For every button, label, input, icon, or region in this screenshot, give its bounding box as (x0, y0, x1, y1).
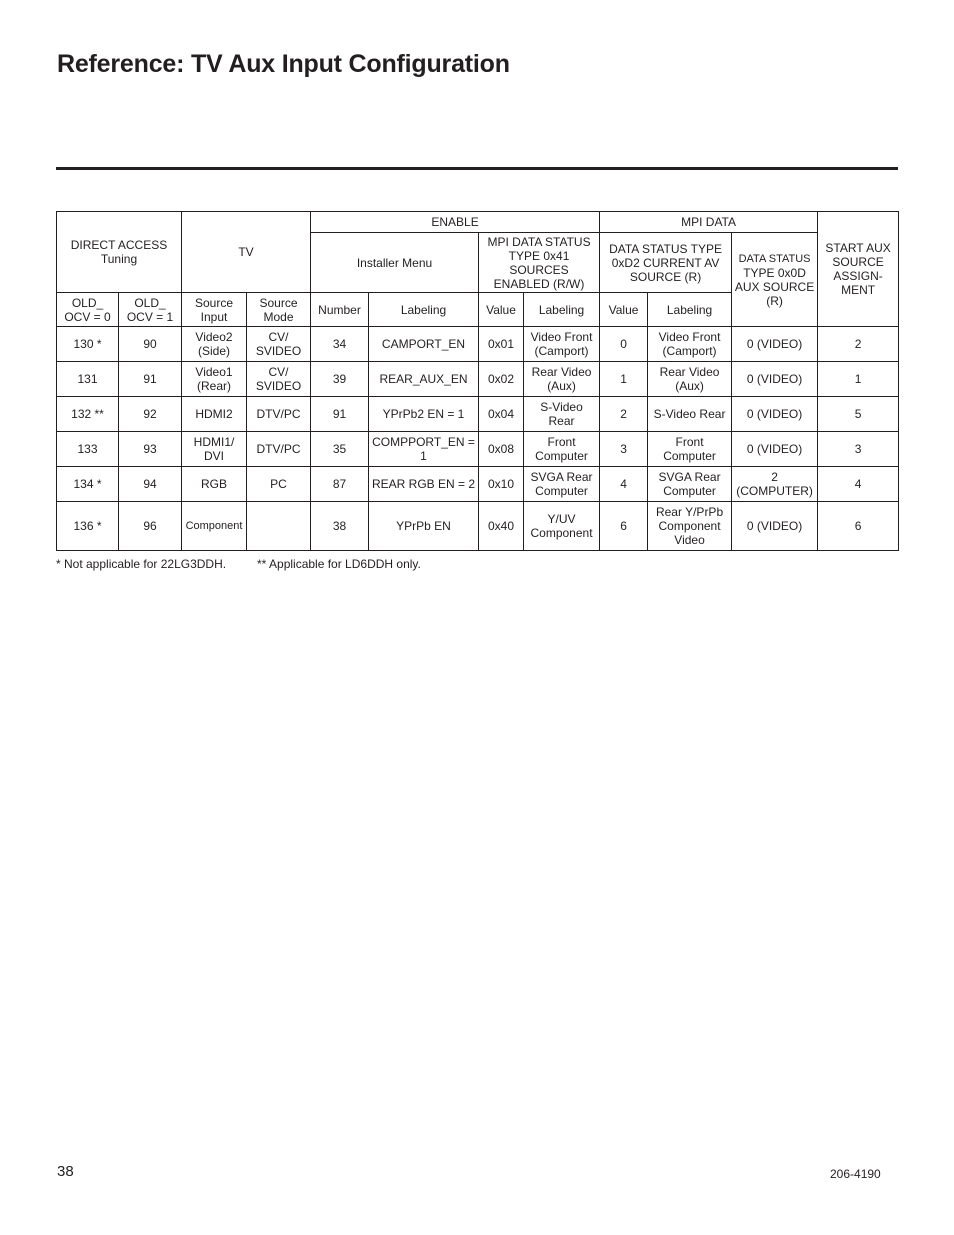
cell-current-label: SVGA Rear Computer (648, 467, 732, 502)
header-tv: TV (182, 212, 311, 293)
footnote-not-applicable: * Not applicable for 22LG3DDH. (56, 557, 227, 571)
cell-labeling: REAR_AUX_EN (369, 362, 479, 397)
cell-aux-source: 0 (VIDEO) (732, 327, 818, 362)
cell-current-value: 1 (600, 362, 648, 397)
cell-ocv1: 94 (119, 467, 182, 502)
header-data-status-0d-top: DATA STATUS (738, 253, 811, 265)
cell-start-aux: 6 (818, 502, 899, 551)
col-value-current: Value (600, 293, 648, 327)
title-rule (56, 167, 898, 170)
cell-current-value: 3 (600, 432, 648, 467)
table-row (57, 327, 899, 362)
cell-aux-source: 0 (VIDEO) (732, 362, 818, 397)
cell-current-label: Video Front (Camport) (648, 327, 732, 362)
cell-number: 39 (311, 362, 369, 397)
cell-number: 91 (311, 397, 369, 432)
cell-source-input: HDMI2 (182, 397, 247, 432)
header-mpi-status: MPI DATA STATUS TYPE 0x41 SOURCES ENABLED (R/W) (479, 233, 600, 293)
header-data-status-0d-bottom: TYPE 0x0D AUX SOURCE (R) (734, 266, 815, 308)
cell-source-mode: CV/ SVIDEO (247, 327, 311, 362)
cell-source-mode (247, 502, 311, 551)
cell-source-mode: CV/ SVIDEO (247, 362, 311, 397)
aux-input-table (56, 211, 899, 551)
footnote-applicable: ** Applicable for LD6DDH only. (257, 557, 421, 571)
header-data-status-0d (732, 233, 818, 327)
cell-source-mode: DTV/PC (247, 432, 311, 467)
header-installer-menu: Installer Menu (311, 233, 479, 293)
page-title: Reference: TV Aux Input Configuration (57, 50, 510, 78)
col-number: Number (311, 293, 369, 327)
cell-value: 0x10 (479, 467, 524, 502)
cell-mpi-label: Rear Video (Aux) (524, 362, 600, 397)
cell-labeling: COMPPORT_EN = 1 (369, 432, 479, 467)
cell-current-label: Rear Video (Aux) (648, 362, 732, 397)
cell-number: 38 (311, 502, 369, 551)
cell-ocv0: 130 * (57, 327, 119, 362)
cell-ocv0: 133 (57, 432, 119, 467)
cell-aux-source: 2 (COMPUTER) (732, 467, 818, 502)
cell-start-aux: 4 (818, 467, 899, 502)
cell-aux-source: 0 (VIDEO) (732, 432, 818, 467)
cell-mpi-label: S-Video Rear (524, 397, 600, 432)
cell-ocv1: 90 (119, 327, 182, 362)
cell-current-label: S-Video Rear (648, 397, 732, 432)
document-number: 206-4190 (830, 1167, 881, 1181)
table-row (57, 397, 899, 432)
cell-current-value: 6 (600, 502, 648, 551)
col-source-mode: Source Mode (247, 293, 311, 327)
cell-current-value: 2 (600, 397, 648, 432)
cell-mpi-label: Y/UV Component (524, 502, 600, 551)
header-enable: ENABLE (311, 212, 600, 233)
col-value: Value (479, 293, 524, 327)
cell-start-aux: 2 (818, 327, 899, 362)
cell-number: 34 (311, 327, 369, 362)
header-direct-access: DIRECT ACCESS Tuning (57, 212, 182, 293)
cell-current-label: Rear Y/PrPb Component Video (648, 502, 732, 551)
cell-source-input: Component (182, 502, 247, 551)
cell-value: 0x04 (479, 397, 524, 432)
cell-number: 87 (311, 467, 369, 502)
cell-source-input: HDMI1/ DVI (182, 432, 247, 467)
cell-ocv1: 96 (119, 502, 182, 551)
cell-current-label: Front Computer (648, 432, 732, 467)
cell-start-aux: 5 (818, 397, 899, 432)
table-row (57, 432, 899, 467)
cell-source-mode: DTV/PC (247, 397, 311, 432)
cell-ocv0: 131 (57, 362, 119, 397)
cell-labeling: CAMPORT_EN (369, 327, 479, 362)
table-row (57, 362, 899, 397)
cell-ocv0: 134 * (57, 467, 119, 502)
col-labeling-mpi: Labeling (524, 293, 600, 327)
cell-source-input: Video2 (Side) (182, 327, 247, 362)
cell-labeling: YPrPb EN (369, 502, 479, 551)
page-number: 38 (57, 1163, 74, 1180)
cell-ocv1: 93 (119, 432, 182, 467)
col-labeling: Labeling (369, 293, 479, 327)
table-row (57, 502, 899, 551)
cell-value: 0x40 (479, 502, 524, 551)
col-ocv1: OLD_ OCV = 1 (119, 293, 182, 327)
cell-ocv1: 92 (119, 397, 182, 432)
cell-source-input: Video1 (Rear) (182, 362, 247, 397)
col-labeling-current: Labeling (648, 293, 732, 327)
cell-value: 0x02 (479, 362, 524, 397)
cell-number: 35 (311, 432, 369, 467)
cell-mpi-label: Video Front (Camport) (524, 327, 600, 362)
cell-aux-source: 0 (VIDEO) (732, 397, 818, 432)
cell-current-value: 4 (600, 467, 648, 502)
cell-value: 0x01 (479, 327, 524, 362)
header-start-aux: START AUX SOURCE ASSIGN- MENT (818, 212, 899, 327)
cell-aux-source: 0 (VIDEO) (732, 502, 818, 551)
cell-ocv1: 91 (119, 362, 182, 397)
cell-source-mode: PC (247, 467, 311, 502)
cell-labeling: YPrPb2 EN = 1 (369, 397, 479, 432)
cell-mpi-label: Front Computer (524, 432, 600, 467)
header-data-status-d2: DATA STATUS TYPE 0xD2 CURRENT AV SOURCE (R) (600, 233, 732, 293)
cell-mpi-label: SVGA Rear Computer (524, 467, 600, 502)
cell-start-aux: 1 (818, 362, 899, 397)
cell-value: 0x08 (479, 432, 524, 467)
cell-current-value: 0 (600, 327, 648, 362)
cell-start-aux: 3 (818, 432, 899, 467)
cell-ocv0: 136 * (57, 502, 119, 551)
cell-ocv0: 132 ** (57, 397, 119, 432)
table-row (57, 467, 899, 502)
cell-source-input: RGB (182, 467, 247, 502)
header-mpi-data: MPI DATA (600, 212, 818, 233)
col-source-input: Source Input (182, 293, 247, 327)
col-ocv0: OLD_ OCV = 0 (57, 293, 119, 327)
cell-labeling: REAR RGB EN = 2 (369, 467, 479, 502)
